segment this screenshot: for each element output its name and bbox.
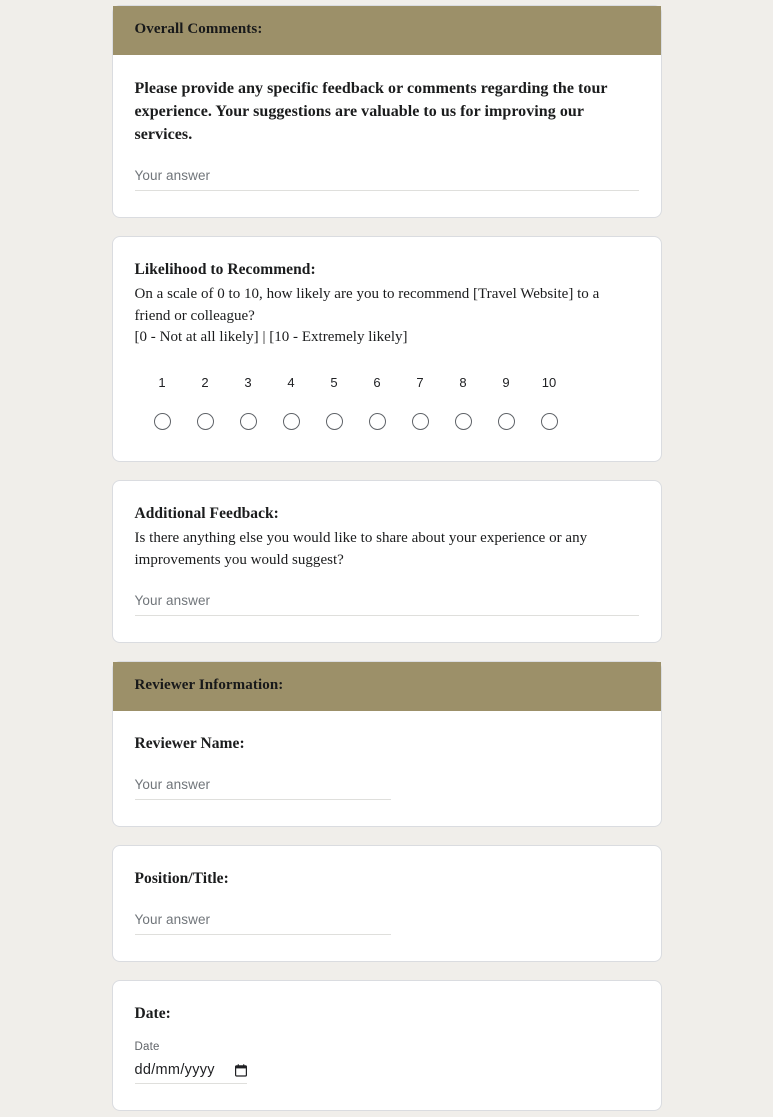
scale-radio-2[interactable] bbox=[184, 413, 227, 435]
date-title: Date: bbox=[134, 1004, 171, 1022]
card-likelihood-to-recommend bbox=[112, 236, 662, 462]
scale-radio-4[interactable] bbox=[270, 413, 313, 435]
likelihood-range-legend: [0 - Not at all likely] | [10 - Extremely likely] bbox=[134, 328, 408, 345]
overall-comments-banner bbox=[113, 6, 661, 55]
likelihood-scale bbox=[135, 374, 639, 435]
scale-number: 4 bbox=[287, 375, 295, 391]
reviewer-name-underline bbox=[135, 799, 391, 800]
scale-radio-10[interactable] bbox=[528, 413, 571, 435]
overall-comments-answer-underline bbox=[135, 190, 639, 191]
radio-icon[interactable] bbox=[326, 413, 343, 430]
scale-label-cell bbox=[227, 374, 270, 392]
card-overall-comments bbox=[112, 5, 662, 218]
position-title-label: Position/Title: bbox=[134, 869, 229, 887]
radio-icon[interactable] bbox=[541, 413, 558, 430]
scale-number: 3 bbox=[244, 375, 252, 391]
scale-number: 2 bbox=[201, 375, 209, 391]
scale-label-cell bbox=[528, 374, 571, 392]
scale-number: 6 bbox=[373, 375, 381, 391]
reviewer-name-body bbox=[113, 711, 661, 826]
reviewer-name-field[interactable] bbox=[135, 777, 639, 800]
additional-feedback-description: Is there anything else you would like to share about your experience or any improvements you would suggest? bbox=[134, 530, 588, 568]
scale-number: 7 bbox=[416, 375, 424, 391]
position-title-field[interactable] bbox=[135, 912, 639, 935]
scale-number: 10 bbox=[541, 375, 557, 391]
position-title-underline bbox=[135, 934, 391, 935]
additional-feedback-body bbox=[113, 481, 661, 642]
overall-comments-answer-field[interactable] bbox=[135, 168, 639, 191]
scale-number: 1 bbox=[158, 375, 166, 391]
scale-radio-1[interactable] bbox=[141, 413, 184, 435]
additional-feedback-answer-field[interactable] bbox=[135, 593, 639, 616]
likelihood-body bbox=[113, 237, 661, 461]
reviewer-name-placeholder: Your answer bbox=[134, 776, 211, 792]
date-body bbox=[113, 981, 661, 1110]
scale-radio-3[interactable] bbox=[227, 413, 270, 435]
scale-label-cell bbox=[270, 374, 313, 392]
scale-radio-7[interactable] bbox=[399, 413, 442, 435]
additional-feedback-answer-underline bbox=[135, 615, 639, 616]
scale-label-cell bbox=[184, 374, 227, 392]
overall-comments-answer-placeholder: Your answer bbox=[134, 168, 211, 184]
reviewer-information-banner bbox=[113, 662, 661, 711]
radio-icon[interactable] bbox=[369, 413, 386, 430]
additional-feedback-answer-placeholder: Your answer bbox=[134, 592, 211, 608]
scale-label-cell bbox=[485, 374, 528, 392]
position-title-placeholder: Your answer bbox=[134, 911, 211, 927]
card-position-title bbox=[112, 845, 662, 962]
overall-comments-body bbox=[113, 55, 661, 218]
likelihood-scale-labels bbox=[141, 374, 631, 392]
likelihood-title: Likelihood to Recommend: bbox=[134, 261, 316, 279]
date-input[interactable] bbox=[135, 1062, 247, 1084]
overall-comments-banner-title: Overall Comments: bbox=[134, 21, 263, 37]
scale-label-cell bbox=[442, 374, 485, 392]
card-reviewer-information bbox=[112, 661, 662, 827]
card-additional-feedback bbox=[112, 480, 662, 643]
scale-radio-6[interactable] bbox=[356, 413, 399, 435]
likelihood-description bbox=[135, 284, 639, 348]
position-title-body bbox=[113, 846, 661, 961]
scale-radio-5[interactable] bbox=[313, 413, 356, 435]
date-input-block bbox=[135, 1041, 639, 1084]
scale-label-cell bbox=[141, 374, 184, 392]
radio-icon[interactable] bbox=[240, 413, 257, 430]
scale-label-cell bbox=[356, 374, 399, 392]
radio-icon[interactable] bbox=[283, 413, 300, 430]
likelihood-description-text: On a scale of 0 to 10, how likely are you to recommend [Travel Website] to a friend or colleague? bbox=[134, 286, 600, 324]
date-value: dd/mm/yyyy bbox=[134, 1061, 215, 1078]
additional-feedback-title: Additional Feedback: bbox=[134, 505, 279, 523]
overall-comments-question: Please provide any specific feedback or comments regarding the tour experience. Your suggestions are valuable to us for improving our services. bbox=[134, 79, 608, 144]
scale-number: 5 bbox=[330, 375, 338, 391]
radio-icon[interactable] bbox=[455, 413, 472, 430]
card-date bbox=[112, 980, 662, 1111]
radio-icon[interactable] bbox=[412, 413, 429, 430]
likelihood-scale-radios bbox=[141, 413, 631, 435]
radio-icon[interactable] bbox=[197, 413, 214, 430]
radio-icon[interactable] bbox=[498, 413, 515, 430]
calendar-icon[interactable] bbox=[235, 1064, 247, 1077]
reviewer-name-title: Reviewer Name: bbox=[134, 734, 245, 752]
date-sublabel: Date bbox=[134, 1040, 160, 1053]
radio-icon[interactable] bbox=[154, 413, 171, 430]
scale-radio-8[interactable] bbox=[442, 413, 485, 435]
scale-number: 8 bbox=[459, 375, 467, 391]
scale-radio-9[interactable] bbox=[485, 413, 528, 435]
scale-label-cell bbox=[313, 374, 356, 392]
scale-number: 9 bbox=[502, 375, 510, 391]
reviewer-information-banner-title: Reviewer Information: bbox=[134, 676, 284, 693]
scale-label-cell bbox=[399, 374, 442, 392]
